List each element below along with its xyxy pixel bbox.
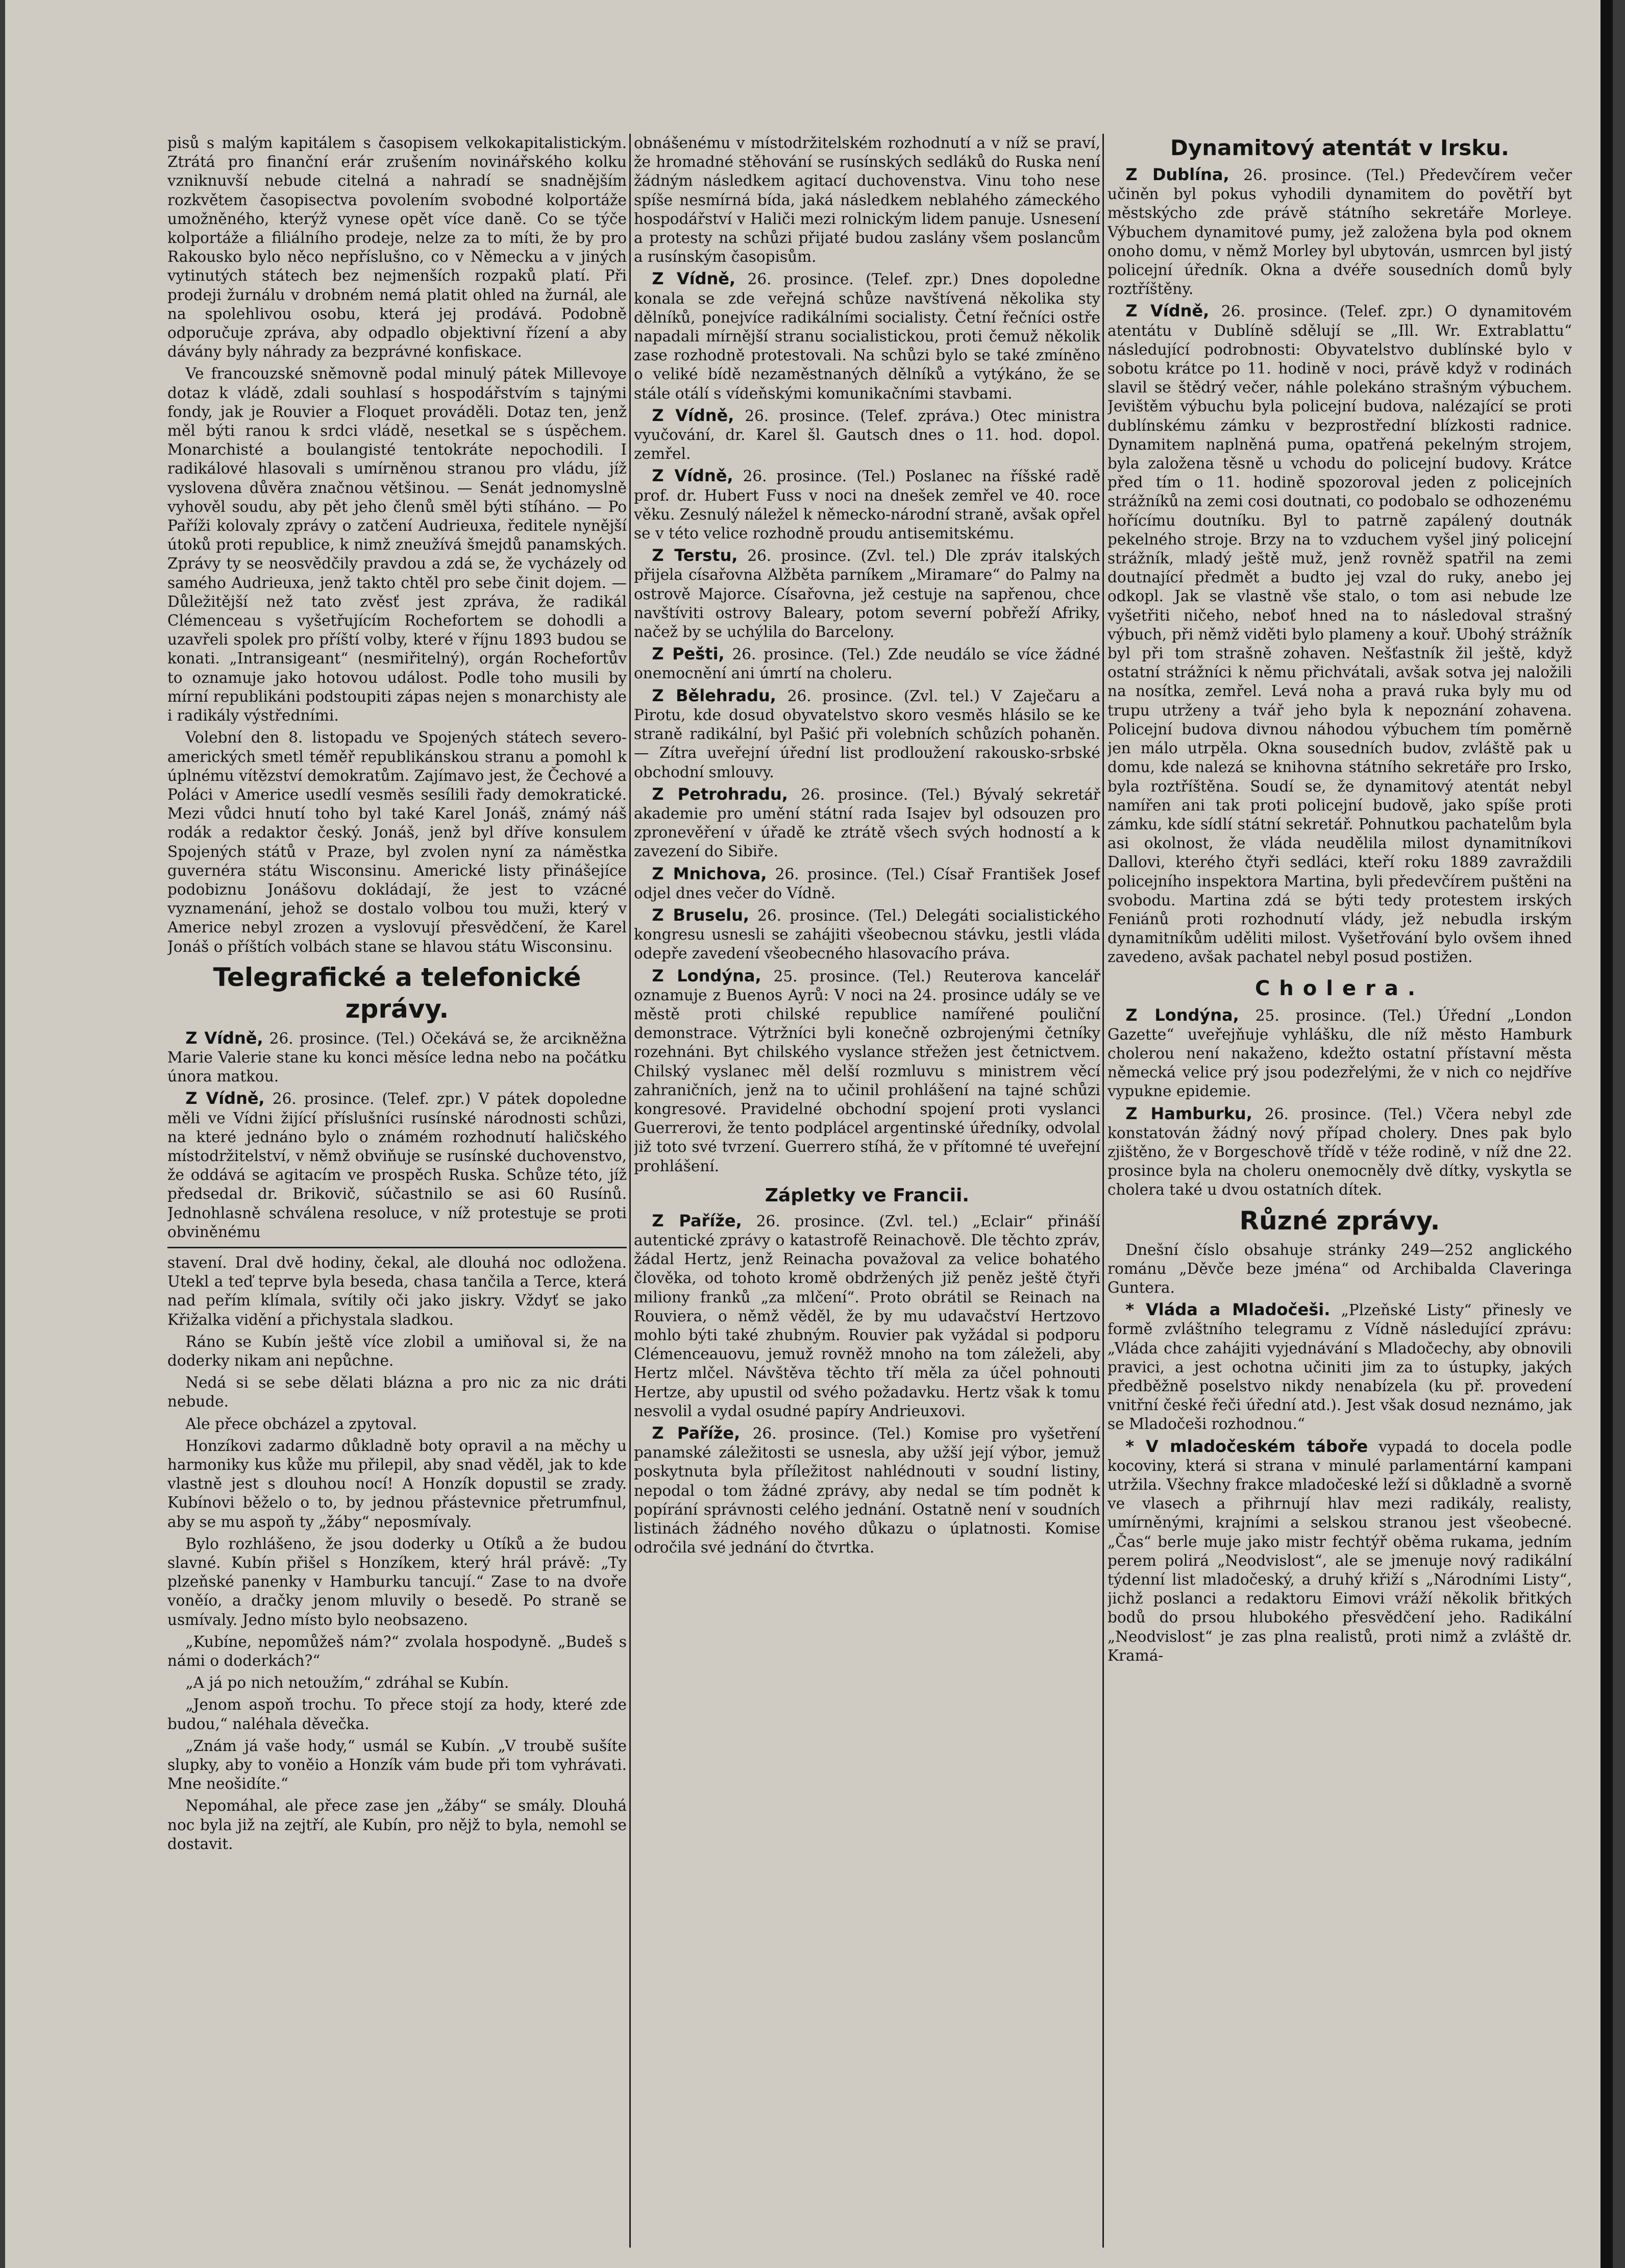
dateline: Z Vídně,: [1125, 301, 1210, 321]
section-heading-dynamit: Dynamitový atentát v Irsku.: [1170, 135, 1509, 160]
news-text: 26. prosince. (Telef. zpr.) Dnes dopoledne konala se zde veřejná schůze navštívená několika sty dělníků, ponejvíce radikálními socialisty. Četní řečníci ostře napadali mírnější stranu socialistickou, proti čemuž několik zase rozhodně protestovali. Na schůzi bylo se také zmíněno o veliké bídě nezaměstnaných dělníků a vytýkáno, že se stále otálí s vídeňskými komunikačními stavbami.: [634, 270, 1100, 402]
news-text: 26. prosince. (Tel.) Zde neudálo se více žádné onemocnění ani úmrtí na choleru.: [634, 646, 1100, 682]
paragraph: Volební den 8. listopadu ve Spojených státech severo-amerických smetl téměř republikánskou stranu a pomohl k úplnému vítězství demokratům. Zajímavo jest, že Čechové a Poláci v Americe usedlí vesměs sesílili řady demokratické. Mezi vůdci hnutí toho byl také Karel Jonáš, známý náš rodák a redaktor český. Jonáš, jenž byl dříve konsulem Spojených států v Praze, byl zvolen nyní za náměstka guvernéra státu Wisconsinu. Americké listy přinášejíce podobiznu Jonášovu dokládají, že jest to vzácné vyznamenání, jehož se dostalo volbou tou muži, který v Americe nebyl zrozen a vyslovují přesvědčení, že Karel Jonáš o příštích volbách stane se hlavou státu Wisconsinu.: [167, 729, 627, 955]
dateline: Z Vídně,: [652, 466, 733, 486]
newspaper-page: [5, 0, 1613, 2268]
dateline: Z Paříže,: [652, 1423, 741, 1443]
news-text: 26. prosince. (Telef. zpráva.) Otec ministra vyučování, dr. Karel šl. Gautsch dnes o 11. hod. dopol. zemřel.: [634, 407, 1100, 463]
news-text: 26. prosince. (Zvl. tel.) V Zaječaru a Pirotu, kde dosud obyvatelstvo skoro vesměs hlásilo se ke straně radikální, byl Pašić při volebních schůzích pohaněn. — Zítra uveřejní úřední list prodloužení rakousko-srbské obchodní smlouvy.: [634, 687, 1100, 781]
column-2: [634, 134, 1100, 2248]
dateline: Z Mnichova,: [652, 864, 767, 883]
news-text: 26. prosince. (Tel.) Delegáti socialistického kongresu usnesli se zahájiti všeobecnou stávku, jestli vláda odepře zavedení všeobecného hlasovacího práva.: [634, 906, 1100, 963]
scan-edge: [1601, 0, 1613, 2268]
story-paragraph: Nedá si se sebe dělati blázna a pro nic za nic dráti nebude.: [167, 1374, 627, 1411]
section-heading-telegraph: Telegrafické a telefonické zprávy.: [213, 962, 581, 1024]
paragraph: Ve francouzské sněmovně podal minulý pátek Millevoye dotaz k vládě, zdali souhlasí s hospodářstvím s tajnými fondy, jak je Rouvier a Floquet prováděli. Dotaz ten, jenž měl býti ranou k srdci vládě, nesetkal se s úspěchem. Monarchisté a boulangisté tentokráte nepochodili. I radikálové hlasovali s umírněnou stranou pro vládu, jíž vyslovena důvěra značnou většinou. — Senát jednomyslně vyhověl soudu, aby pět jeho členů směl býti stíháno. — Po Paříži kolovaly zprávy o zatčení Audrieuxa, ředitele nynější útoků proti republice, k nimž zneužívá šmejdů panamských. Zprávy ty se neosvědčily pravdou a zdá se, že vycházely od samého Audrieuxa, jenž takto chtěl pro sebe činit dojem. — Důležitější než tato zvěsť jest zpráva, že radikál Clémenceau s vyšetřujícím Rochefortem se dohodli a uzavřeli spolek pro příští volby, které v říjnu 1893 budou se konati. „Intransigeant“ (nesmiřitelný), orgán Rochefortův to oznamuje jako hotovou událost. Podle toho musili by mírní republikáni podstoupiti zápas nejen s monarchisty ale i radikály výstředními.: [167, 365, 627, 725]
story-paragraph: Ráno se Kubín ještě více zlobil a umiňoval si, že na doderky nikam ani nepůchne.: [167, 1333, 627, 1369]
news-text: 26. prosince. (Tel.) Císař František Josef odjel dnes večer do Vídně.: [634, 865, 1100, 902]
story-paragraph: „A já po nich netoužím,“ zdráhal se Kubín.: [185, 1674, 509, 1692]
dateline: Z Vídně,: [652, 269, 736, 289]
story-paragraph: Bylo rozhlášeno, že jsou doderky u Otíků a že budou slavné. Kubín přišel s Honzíkem, který hrál právě: „Ty plzeňské panenky v Hamburku tancují.“ Zase to na dvoře voněío, a dračky jenom mluvily o besedě. Po straně se usmívaly. Jedno místo bylo neobsazeno.: [167, 1535, 627, 1629]
story-paragraph: „Jenom aspoň trochu. To přece stojí za hody, které zde budou,“ naléhala děvečka.: [167, 1696, 627, 1733]
news-text: 26. prosince. (Telef. zpr.) O dynamitovém atentátu v Dublíně sdělují se „Ill. Wr. Extrablattu“ následující podrobnosti: Obyvatelstvo dublínské bylo v sobotu krátce po 11. hodině v noci, právě když v rodinách slavil se štědrý večer, náhle polekáno strašným výbuchem. Jevištěm výbuchu byla policejní budova, nalézající se proti dublínskému zámku v bezprostřední blízkosti radnice. Dynamitem naplněná puma, opatřená pekelným strojem, byla založena těsně u vchodu do policejní budovy. Krátce před tím o 11. hodině spozoroval jeden z policejních strážníků na zemi cosi doutnati, co podobalo se odhozenému hořícímu doutníku. Byl to patrně zapálený doutnák pekelného stroje. Brzy na to vzduchem vyšel jiný policejní strážník, mladý ještě muž, jenž rovněž spatřil na zemi doutnající předmět a budto jej vzal do ruky, anebo jej odkopl. Jak se vlastně vše stalo, o tom asi nebude lze vyšetřiti ničeho, neboť hned na to následoval strašný výbuch, při němž viděti bylo plameny a kouř. Ubohý strážník byl při tom strašně zohaven. Nešťastník žil ještě, když ostatní strážníci k němu přichvátali, avšak sotva jej naložili na nosítka, zemřel. Levá noha a pravá ruka byly mu od trupu utrženy a tvář jeho byla k nepoznání zohavena. Policejní budova divnou náhodou výbuchem tím poměrně jen málo utrpěla. Okna sousedních budov, zvláště pak u domu, kde nalezá se knihovna státního sekretáře pro Irsko, byla roztříštěna. Soudí se, že dynamitový atentát nebyl namířen ani tak proti policejní budově, jako spíše proti zámku, kde sídlí státní sekretář. Pohnutkou pachatelům byla asi okolnost, že vláda neudělila milost dynamitníkovi Dallovi, kterého čtyři sedláci, kteří roku 1889 zavraždili policejního inspektora Martina, byli předevčírem puštěni na svobodu. Martina zdá se býti tedy protestem irských Feniánů proti rozhodnutí vlády, jež nebudla irským dynamitníkům uděliti milost. Vyšetřování bylo ovšem ihned zavedeno, avšak pachatel nebyl posud postižen.: [1107, 303, 1572, 966]
paragraph: obnášenému v místodržitelském rozhodnutí a v níž se praví, že hromadné stěhování se rusínských sedláků do Ruska není žádným následkem agitací duchovenstva. Vinu toho nese spíše nesmírná bída, jaká následkem neblahého zámeckého hospodářství v Haliči mezi rolnickým lidem panuje. Usnesení a protesty na schůzi přijaté budou zaslány všem poslancům a rusínským časopisům.: [634, 134, 1100, 266]
news-item: [634, 406, 1100, 464]
news-text: 26. prosince. (Tel.) Bývalý sekretář akademie pro umění státní rada Isajev byl odsouzen pro zpronevěření v úřadě ke ztrátě všech svých hodností a k zavezení do Sibiře.: [634, 785, 1100, 860]
news-text: „Plzeňské Listy“ přinesly ve formě zvláštního telegramu z Vídně následující zprávu: „Vláda chce zahájiti vyjednávání s Mladočechy, aby obnovili pravici, a jest ochotna učiniti jim za to ústupky, jakých předběžně poselstvo nikdy nenabízela (ku př. provedení vnitřní české řeči úřední atd.). Jest však dosud neznámo, jak se Mladočeši rozhodnou.“: [1107, 1301, 1572, 1433]
dateline: Z Petrohradu,: [652, 784, 788, 804]
news-text: 25. prosince. (Tel.) Úřední „London Gazette“ uveřejňuje vyhlášku, dle níž město Hamburk cholerou není nakaženo, kdežto ostatní přístavní města německá velice prý jsou podezřelými, že v nich co nejdříve vypukne epidemie.: [1107, 1006, 1572, 1100]
column-3: [1107, 134, 1572, 2248]
column-rule: [629, 134, 631, 2248]
story-paragraph: stavení. Dral dvě hodiny, čekal, ale dlouhá noc odložena. Utekl a teď teprve byla beseda, chasa tančila a Terce, která nad peřím klímala, svítily oči jako jiskry. Vždyť se jako Křižalka vidění a přichystala sladkou.: [167, 1253, 627, 1328]
story-paragraph: Nepomáhal, ale přece zase jen „žáby“ se smály. Dlouhá noc byla již na zejtří, ale Kubín, pro nějž to byla, nemohl se dostavit.: [167, 1797, 627, 1853]
dateline: Z Bruselu,: [652, 905, 750, 925]
news-item: [1107, 1300, 1572, 1434]
dateline: Z Dublína,: [1125, 165, 1229, 184]
news-item: [1107, 1104, 1572, 1200]
dateline: Z Vídně,: [652, 405, 734, 425]
news-text: 26. prosince. (Tel.) Poslanec na říšské radě prof. dr. Hubert Fuss v noci na dnešek zemřel ve 40. roce věku. Zesnulý náležel k německo-národní straně, avšak opřel se v této velice rozhodně proudu antisemitskému.: [634, 467, 1100, 543]
story-paragraph: „Znám já vaše hody,“ usmál se Kubín. „V troubě sušíte slupky, aby to voněio a Honzík vám bude při tom vyhrávati. Mne neošidíte.“: [167, 1737, 627, 1793]
news-text: 26. prosince. (Telef. zpr.) V pátek dopoledne měli ve Vídni žijící příslušníci rusínské národnosti schůzi, na které jednáno bylo o známém rozhodnutí haličského místodržitelství, v němž obviňuje se rusínské duchovenstvo, že oddává se agitacím ve prospěch Ruska. Schůze této, jíž předsedal dr. Brikovič, súčastnilo se asi 60 Rusínů. Jednohlasně schválena resoluce, v níž protestuje se proti obviněnému: [167, 1090, 627, 1241]
news-text: 26. prosince. (Tel.) Předevčírem večer učiněn byl pokus vyhodili dynamitem do povětří byt městskýcho zde právě státního sekretáře Morleye. Výbuchem dynamitové pumy, jež založena byla pod oknem onoho domu, v němž Morley byl ubytován, usmrcen byl jistý policejní úředník. Okna a dvéře sousedních domů byly roztříštěny.: [1107, 166, 1572, 298]
paragraph: Dnešní číslo obsahuje stránky 249—252 anglického románu „Děvče beze jména“ od Archibalda Claveringa Guntera.: [1107, 1241, 1572, 1296]
news-item: [634, 686, 1100, 782]
dateline: Z Londýna,: [652, 966, 761, 985]
dateline: Z Terstu,: [652, 546, 738, 565]
news-item: [634, 269, 1100, 403]
news-item: [634, 1212, 1100, 1421]
news-item: [167, 1089, 627, 1242]
news-item: [1107, 1006, 1572, 1101]
news-item: [634, 906, 1100, 964]
news-text: 26. prosince. (Tel.) Komise pro vyšetření panamské záležitosti se usnesla, aby užší její výbor, jemuž poskytnuta byla příležitost nahlédnouti v soudní listiny, nepodal o tom žádné zprávy, aby nedal se tím podnět k popírání správnosti celého jednání. Ostatně není v soudních listinách žádného nového důkazu o úplatnosti. Komise odročila své jednání do čtvrtka.: [634, 1425, 1100, 1557]
news-item: [634, 546, 1100, 642]
news-item: [167, 1029, 627, 1087]
news-item: [634, 1424, 1100, 1557]
dateline: Z Vídně,: [185, 1089, 265, 1108]
dateline: Z Pešti,: [652, 644, 725, 664]
news-text: 26. prosince. (Zvl. tel.) Dle zpráv italských přijela císařovna Alžběta parníkem „Miramare“ do Palmy na ostrově Majorce. Císařovna, jež cestuje na sapřenou, chce navštíviti ostrovy Baleary, potom severní pobřeží Afriky, načež by se uchýlila do Barcelony.: [634, 547, 1100, 641]
news-item: [634, 466, 1100, 543]
dateline: Z Hamburku,: [1125, 1103, 1252, 1123]
news-text: 26. prosince. (Zvl. tel.) „Eclair“ přináší autentické zprávy o katastrofě Reinachově. Dle těchto zpráv, žádal Hertz, jenž Reinacha považoval za velice bohatého člověka, od tohoto kromě obdržených již peněz ještě čtyři miliony franků „za mlčení“. Proto obrátil se Reinach na Rouviera, o němž věděl, že by mu udavačství Hertzovo mohlo býti také zhubným. Rouvier pak vyžádal si podporu Clémenceauovu, jemuž rovněž mnoho na tom záleželi, aby Hertz mlčel. Návštěva těchto tří měla za účel pohnouti Hertze, aby upustil od svého požadavku. Hertz však k tomu nesvolil a vydal osudné papíry Andrieuxovi.: [634, 1212, 1100, 1420]
news-item: [634, 865, 1100, 903]
news-item: [1107, 302, 1572, 967]
news-item: [1107, 1437, 1572, 1665]
news-text: 26. prosince. (Tel.) Očekává se, že arcikněžna Marie Valerie stane ku konci měsíce ledna nebo na počátku února matkou.: [167, 1029, 627, 1086]
news-text: vypadá to docela podle kocoviny, která si strana v minulé parlamentární kampani utržila. Všechny frakce mladočeské leží si důkladně a svorně ve vlasech a přihrnují hlav mezi radikály, realisty, umírněnými, krajními a selskou stranou jest všeobecné. „Čas“ berle muje jako mistr fechtýř oběma rukama, jedním perem polirá „Neodvislost“, ale se jmenuje nový radikální týdenní list mladočeský, a druhý křiží s „Národními Listy“, jichž poslanci a redaktoru Eimovi vráží několik břitkých bodů do prsou hlubokého přesvědčení jeho. Radikální „Neodvislost“ je zas plna realistů, proti nimž a zvláště dr. Kramá-: [1107, 1438, 1572, 1664]
story-paragraph: Ale přece obcházel a zpytoval.: [185, 1415, 417, 1433]
story-paragraph: Honzíkovi zadarmo důkladně boty opravil a na měchy u harmoniky kus kůže mu přilepil, aby snad věděl, jak to kde vlastně jest s dlouhou nocí! A Honzík dopustil se zrady. Kubínovi běželo o to, by jednou přástevnice přetrumfnul, aby se mu aspoň ty „žáby“ neposmívaly.: [167, 1437, 627, 1531]
column-rule: [1102, 134, 1104, 2248]
dateline: Z Paříže,: [652, 1211, 742, 1230]
column-1: [167, 134, 627, 2248]
news-item: [634, 785, 1100, 861]
paragraph: pisů s malým kapitálem s časopisem velkokapitalistickým. Ztrátá pro finanční erár zrušením novinářského kolku vzniknuvší nebude citelná a nahradí se snadnějším rozkvětem časopisectva povolením svobodné kolportáže umožněného, kterýž vynese opět více daně. Co se týče kolportáže a filiálního prodeje, nelze za to míti, že by pro Rakousko bylo něco nepříslušno, co v Německu a v jiných vytinutých státech bez nejmenších rozpaků platí. Při prodeji žurnálu v drobném nemá platit ohled na žurnál, ale na spolehlivou osobu, která jej prodává. Podobně odporučuje zpráva, aby odpadlo objektivní řízení a aby dávány byly náhrady za bezprávné konfiskace.: [167, 134, 627, 361]
dateline: Z Londýna,: [1125, 1005, 1239, 1025]
section-heading-ruzne: Různé zprávy.: [1239, 1205, 1440, 1236]
section-heading-cholera: Cholera.: [1254, 976, 1425, 1000]
dateline: Z Bělehradu,: [652, 685, 776, 705]
news-item: [634, 645, 1100, 683]
story-paragraph: „Kubíne, nepomůžeš nám?“ zvolala hospodyně. „Budeš s námi o doderkách?“: [167, 1633, 627, 1670]
news-item: [634, 967, 1100, 1176]
news-text: 26. prosince. (Tel.) Včera nebyl zde konstatován žádný nový případ cholery. Dnes pak bylo zjištěno, že v Borgeschově třídě v téže rodině, v níž dne 22. prosince byla na choleru onemocněly dvě dítky, vyskytla se cholera také u dvou ostatních dítek.: [1107, 1105, 1572, 1199]
news-item: [1107, 165, 1572, 299]
divider: [167, 1247, 627, 1248]
section-heading-zapletky: Zápletky ve Francii.: [765, 1185, 970, 1206]
item-lead: * V mladočeském táboře: [1125, 1436, 1368, 1456]
item-lead: * Vláda a Mladočeši.: [1125, 1300, 1331, 1320]
news-text: 25. prosince. (Tel.) Reuterova kancelář oznamuje z Buenos Ayrů: V noci na 24. prosince udály se ve městě proti chilské republice namířené pouliční demonstrace. Výtržníci byli konečně ozbrojenými četníky rozehnáni. Byt chilského vyslance střežen jest četnictvem. Chilský vyslanec měl delší rozmluvu s ministrem věcí zahraničních, jenž na to učinil prohlášení na tajné schůzi kongresové. Pravidelné obchodní spojení proti vyslanci Guerrerovi, že tento podplácel argentinské úředníky, odvolal již toto své tvrzení. Guerrero stíhá, že v přítomné té uveřejní prohlášení.: [634, 967, 1100, 1175]
dateline: Z Vídně,: [185, 1028, 263, 1048]
